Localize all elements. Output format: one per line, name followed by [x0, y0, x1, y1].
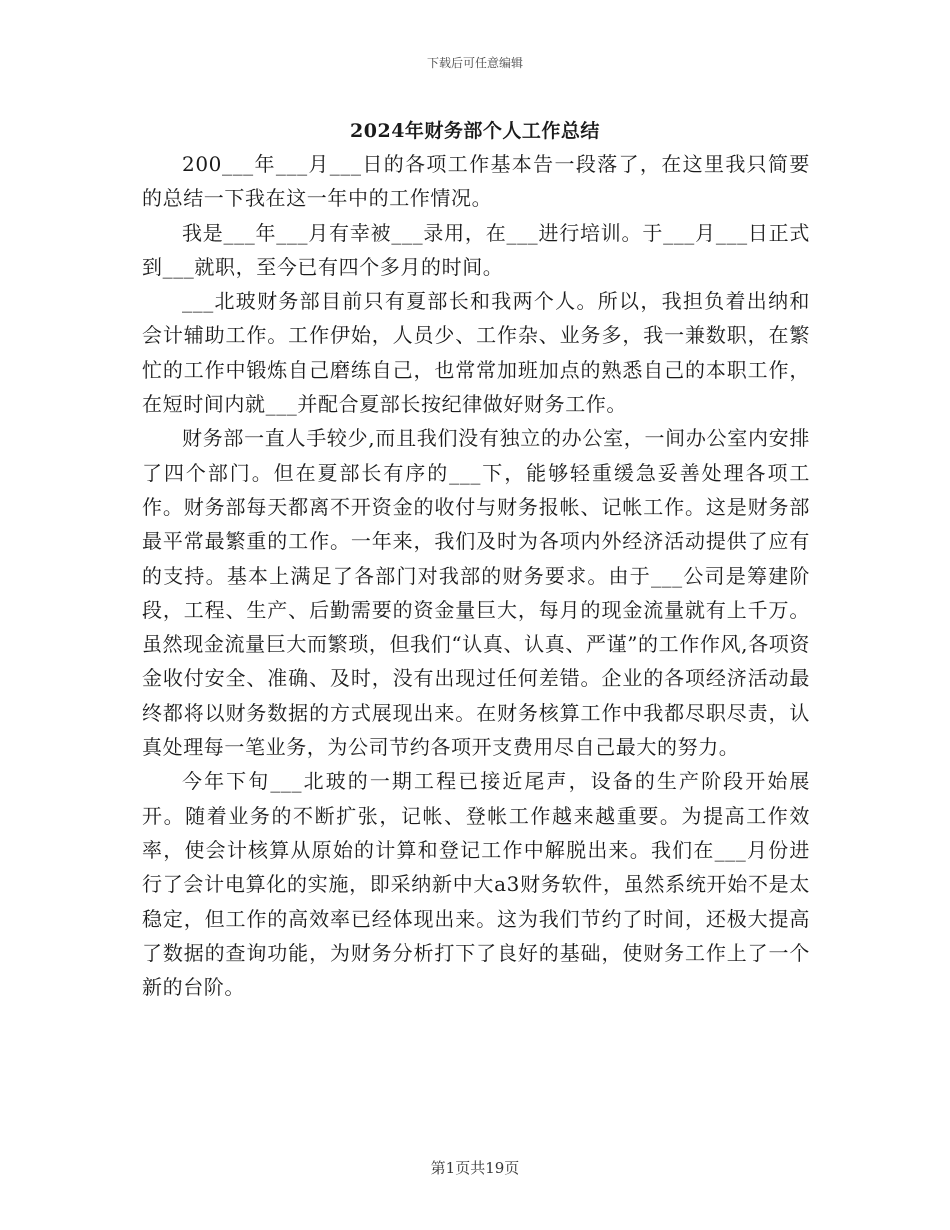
document-title: 2024年财务部个人工作总结: [350, 120, 600, 142]
paragraph: 200___年___月___日的各项工作基本告一段落了，在这里我只简要的总结一下我在这一年中的工作情况。: [142, 152, 810, 211]
paragraph: 我是___年___月有幸被___录用，在___进行培训。于___月___日正式到___就职，至今已有四个多月的时间。: [142, 220, 810, 279]
paragraph: 财务部一直人手较少,而且我们没有独立的办公室，一间办公室内安排了四个部门。但在夏部长有序的___下，能够轻重缓急妥善处理各项工作。财务部每天都离不开资金的收付与财务报帐、记帐工作。这是财务部最平常最繁重的工作。一年来，我们及时为各项内外经济活动提供了应有的支持。基本上满足了各部门对我部的财务要求。由于___公司是筹建阶段，工程、生产、后勤需要的资金量巨大，每月的现金流量就有上千万。虽然现金流量巨大而繁琐，但我们“认真、认真、严谨”的工作作风,各项资金收付安全、准确、及时，没有出现过任何差错。企业的各项经济活动最终都将以财务数据的方式展现出来。在财务核算工作中我都尽职尽责，认真处理每一笔业务，为公司节约各项开支费用尽自己最大的努力。: [142, 426, 810, 760]
paragraph: ___北玻财务部目前只有夏部长和我两个人。所以，我担负着出纳和会计辅助工作。工作伊始，人员少、工作杂、业务多，我一兼数职，在繁忙的工作中锻炼自己磨练自己，也常常加班加点的熟悉自己的本职工作，在短时间内就___并配合夏部长按纪律做好财务工作。: [142, 289, 810, 417]
header-note: 下载后可任意编辑: [426, 56, 523, 70]
document-body: [142, 147, 810, 1004]
page-number-footer: 第1页共19页: [430, 1159, 520, 1177]
paragraph: 今年下旬___北玻的一期工程已接近尾声，设备的生产阶段开始展开。随着业务的不断扩张，记帐、登帐工作越来越重要。为提高工作效率，使会计核算从原始的计算和登记工作中解脱出来。我们在___月份进行了会计电算化的实施，即采纳新中大a3财务软件，虽然系统开始不是太稳定，但工作的高效率已经体现出来。这为我们节约了时间，还极大提高了数据的查询功能，为财务分析打下了良好的基础，使财务工作上了一个新的台阶。: [142, 769, 810, 1000]
